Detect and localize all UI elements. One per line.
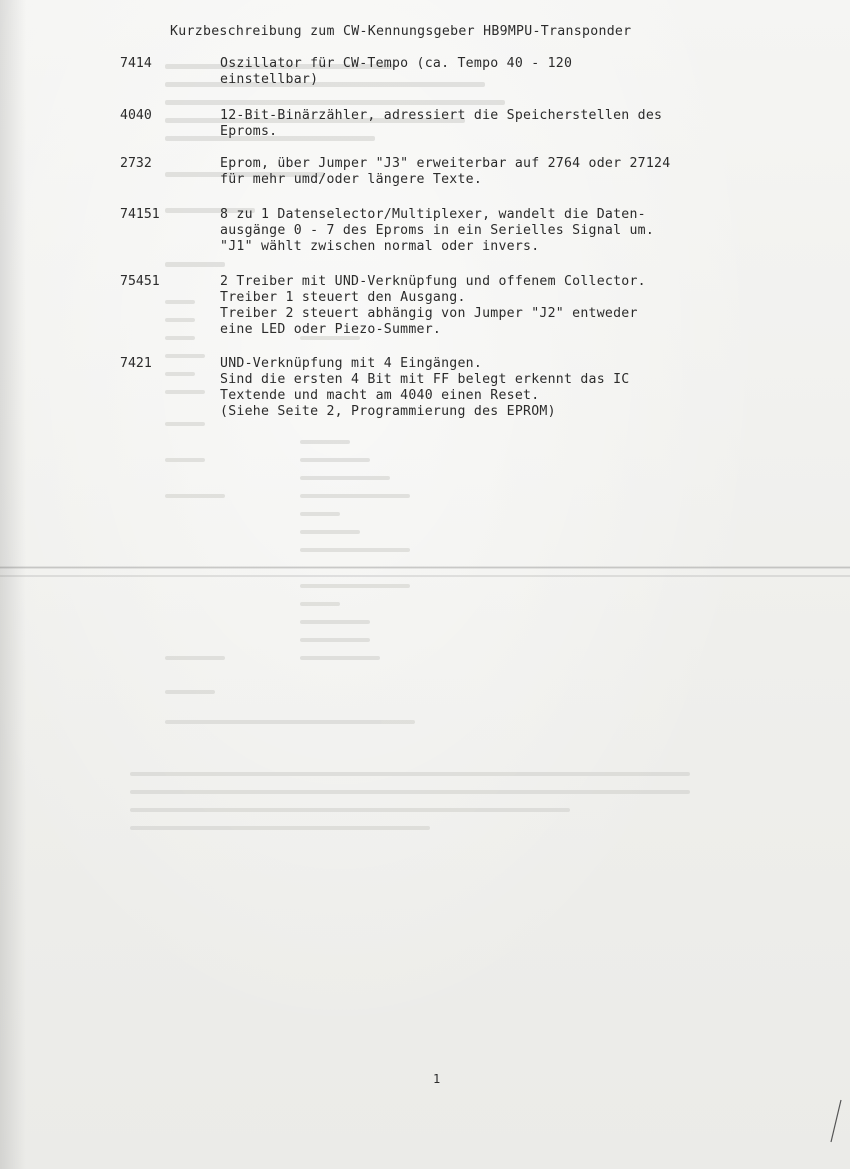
- document-title: Kurzbeschreibung zum CW-Kennungsgeber HB9MPU-Transponder: [170, 24, 632, 39]
- component-description: [220, 56, 820, 88]
- description-line: 2 Treiber mit UND-Verknüpfung und offenem Collector.: [220, 274, 646, 289]
- paper-fold-line: [0, 566, 850, 569]
- component-description: [220, 156, 820, 188]
- component-description: [220, 356, 820, 420]
- description-line: Sind die ersten 4 Bit mit FF belegt erkennt das IC: [220, 372, 630, 387]
- description-line: 8 zu 1 Datenselector/Multiplexer, wandelt die Daten-: [220, 207, 646, 222]
- description-line: eine LED oder Piezo-Summer.: [220, 322, 442, 337]
- description-line: "J1" wählt zwischen normal oder invers.: [220, 239, 540, 254]
- description-line: Textende und macht am 4040 einen Reset.: [220, 388, 540, 403]
- page-number: 1: [433, 1072, 441, 1086]
- component-description: [220, 274, 820, 338]
- paper-fold-shadow: [0, 575, 850, 577]
- description-line: einstellbar): [220, 72, 319, 87]
- component-code: 7414: [120, 56, 152, 71]
- description-line: (Siehe Seite 2, Programmierung des EPROM): [220, 404, 556, 419]
- component-code: 7421: [120, 356, 152, 371]
- description-line: Treiber 2 steuert abhängig von Jumper "J2" entweder: [220, 306, 638, 321]
- pen-stroke-mark: [830, 1098, 842, 1144]
- component-code: 74151: [120, 207, 160, 222]
- component-code: 75451: [120, 274, 160, 289]
- description-line: Eproms.: [220, 124, 278, 139]
- description-line: Oszillator für CW-Tempo (ca. Tempo 40 - 120: [220, 56, 573, 71]
- description-line: Treiber 1 steuert den Ausgang.: [220, 290, 466, 305]
- description-line: 12-Bit-Binärzähler, adressiert die Speicherstellen des: [220, 108, 663, 123]
- component-code: 2732: [120, 156, 152, 171]
- description-line: ausgänge 0 - 7 des Eproms in ein Serielles Signal um.: [220, 223, 655, 238]
- description-line: Eprom, über Jumper "J3" erweiterbar auf 2764 oder 27124: [220, 156, 671, 171]
- component-description: [220, 108, 820, 140]
- description-line: für mehr umd/oder längere Texte.: [220, 172, 483, 187]
- component-code: 4040: [120, 108, 152, 123]
- component-description: [220, 207, 820, 255]
- description-line: UND-Verknüpfung mit 4 Eingängen.: [220, 356, 483, 371]
